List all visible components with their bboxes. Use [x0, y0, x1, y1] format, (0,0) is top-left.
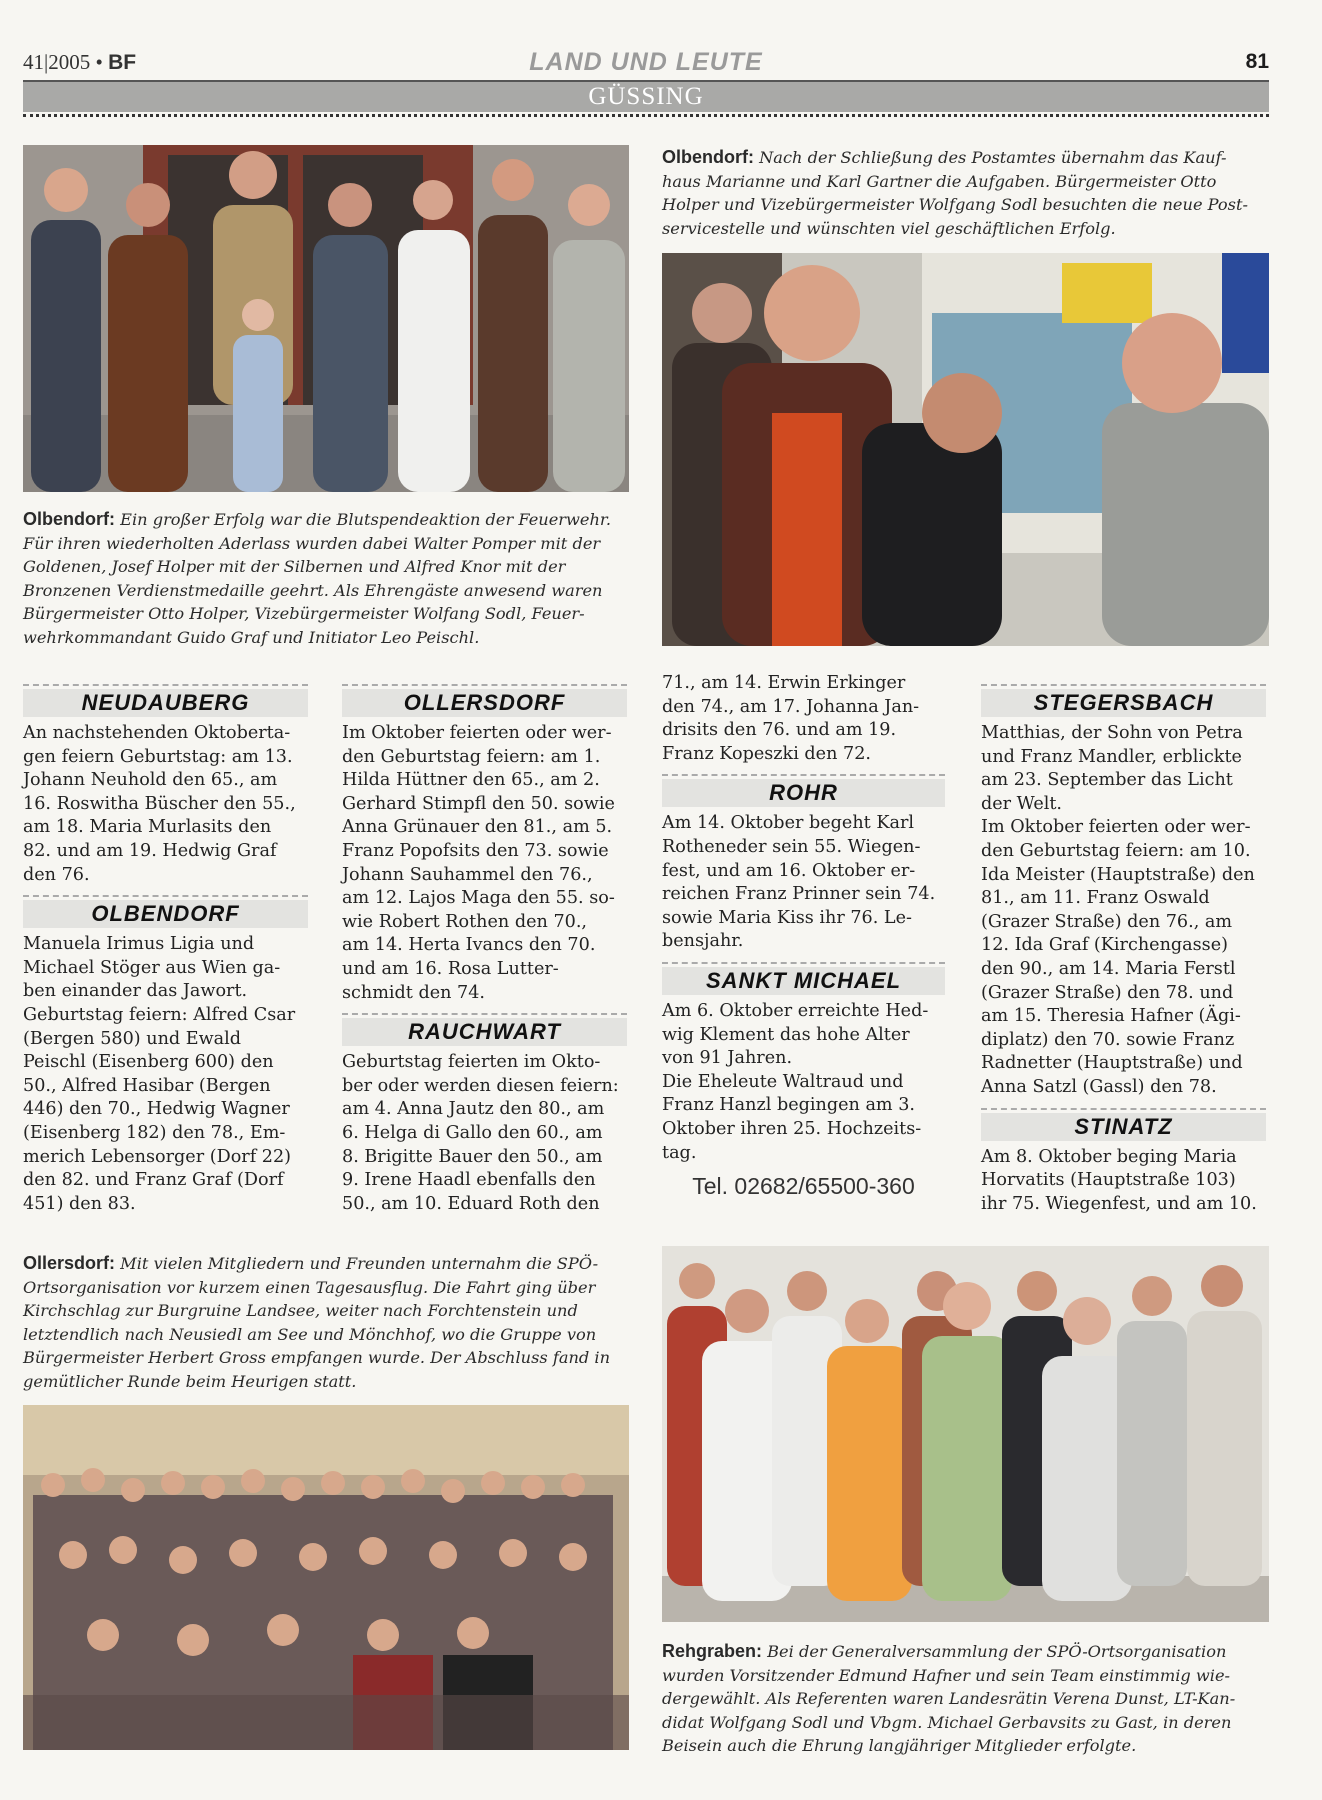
text-line: und Franz Mandler, erblickte	[981, 746, 1242, 767]
text-line: Geburtstag feierten im Okto-	[342, 1052, 601, 1073]
text-line: reichen Franz Prinner sein 74.	[662, 884, 936, 905]
text-line: Matthias, der Sohn von Petra	[981, 723, 1243, 743]
section-heading	[23, 895, 308, 928]
text-line: Ida Meister (Hauptstraße) den	[981, 864, 1255, 885]
caption-rehgraben	[662, 1640, 1235, 1758]
photo-blood-donation-award	[23, 145, 629, 492]
text-line: und am 16. Rosa Lutter-	[342, 958, 559, 979]
text-line: 81., am 11. Franz Oswald	[981, 888, 1210, 909]
article-paragraph	[981, 722, 1266, 1100]
column-2	[342, 684, 627, 1216]
text-line: Am 8. Oktober beging Maria	[981, 1146, 1237, 1167]
text-line: 82. und am 19. Hedwig Graf	[23, 840, 277, 861]
text-line: Hilda Hüttner den 65., am 2.	[342, 770, 600, 791]
text-line: Franz Hanzl begingen am 3.	[662, 1095, 915, 1116]
text-line: 50., Alfred Hasibar (Bergen	[23, 1075, 271, 1096]
caption-line: letztendlich nach Neusiedl am See und Mönchhof, wo die Gruppe von	[23, 1324, 597, 1344]
text-line: am 12. Lajos Maga den 55. so-	[342, 888, 615, 909]
caption-place: Ollersdorf:	[23, 1253, 116, 1273]
photo-rehgraben-group	[662, 1246, 1269, 1622]
article-paragraph	[23, 933, 308, 1216]
article-paragraph	[342, 1051, 627, 1216]
text-line: Im Oktober feierten oder wer-	[981, 817, 1251, 838]
text-line: am 18. Maria Murlasits den	[23, 817, 272, 838]
caption-place: Olbendorf:	[23, 509, 115, 529]
text-line: Oktober ihren 25. Hochzeits-	[662, 1118, 922, 1139]
section-heading-text: NEUDAUBERG	[23, 689, 308, 717]
text-line: ihr 75. Wiegenfest, und am 10.	[981, 1193, 1257, 1214]
caption-line: wehrkommandant Guido Graf und Initiator Leo Peischl.	[23, 627, 480, 647]
text-line: Manuela Irimus Ligia und	[23, 934, 255, 955]
text-line: (Eisenberg 182) den 78., Em-	[23, 1122, 286, 1143]
page-number: 81	[1245, 50, 1269, 73]
column-1	[23, 684, 308, 1216]
section-heading	[981, 684, 1266, 717]
text-line: Franz Popofsits den 73. sowie	[342, 840, 609, 861]
text-line: den 90., am 14. Maria Ferstl	[981, 958, 1236, 979]
caption-line: Ortsorganisation vor kurzem einen Tagesausflug. Die Fahrt ging über	[23, 1277, 596, 1297]
text-line: Am 6. Oktober erreichte Hed-	[662, 1000, 929, 1021]
text-line: tag.	[662, 1142, 697, 1163]
text-line: Anna Satzl (Gassl) den 78.	[981, 1076, 1217, 1097]
text-line: merich Lebensorger (Dorf 22)	[23, 1146, 292, 1167]
caption-line: didat Wolfgang Sodl und Vbgm. Michael Gerbavsits zu Gast, in deren	[662, 1712, 1232, 1732]
text-line: Geburtstag feiern: Alfred Csar	[23, 1004, 296, 1025]
caption-line: Bei der Generalversammlung der SPÖ-Ortsorganisation	[762, 1642, 1227, 1661]
text-line: Radnetter (Hauptstraße) und	[981, 1053, 1243, 1074]
text-line: 9. Irene Haadl ebenfalls den	[342, 1170, 596, 1191]
section-heading-text: OLLERSDORF	[342, 689, 627, 717]
section-heading-text: STEGERSBACH	[981, 689, 1266, 717]
article-paragraph	[662, 1000, 945, 1165]
text-line: (Grazer Straße) den 76., am	[981, 911, 1233, 932]
text-line: 12. Ida Graf (Kirchengasse)	[981, 935, 1228, 956]
text-line: am 14. Herta Ivancs den 70.	[342, 935, 596, 956]
caption-line: Für ihren wiederholten Aderlass wurden dabei Walter Pomper mit der	[23, 533, 601, 553]
text-line: 446) den 70., Hedwig Wagner	[23, 1099, 290, 1120]
text-line: Die Eheleute Waltraud und	[662, 1071, 904, 1092]
photo-ollersdorf-group	[23, 1405, 629, 1750]
column-4	[981, 684, 1266, 1216]
text-line: gen feiern Geburtstag: am 13.	[23, 746, 293, 767]
page-header	[23, 46, 1269, 76]
section-heading-text: ROHR	[662, 779, 945, 807]
text-line: 50., am 10. Eduard Roth den	[342, 1193, 600, 1214]
text-line: Am 14. Oktober begeht Karl	[662, 813, 914, 834]
text-line: wie Robert Rothen den 70.,	[342, 911, 588, 932]
text-line: bensjahr.	[662, 931, 744, 952]
caption-line: Ein großer Erfolg war die Blutspendeaktion der Feuerwehr.	[115, 510, 612, 529]
text-line: ber oder werden diesen feiern:	[342, 1075, 619, 1096]
section-heading	[662, 962, 945, 995]
text-line: An nachstehenden Oktoberta-	[23, 723, 291, 743]
text-line: am 15. Theresia Hafner (Ägi-	[981, 1006, 1241, 1027]
text-line: Im Oktober feierten oder wer-	[342, 723, 612, 743]
section-heading	[981, 1108, 1266, 1141]
issue-info: 41|2005 • BF	[23, 50, 137, 74]
text-line: 71., am 14. Erwin Erkinger	[662, 673, 906, 693]
text-line: Franz Kopeszki den 72.	[662, 743, 871, 764]
text-line: 451) den 83.	[23, 1193, 136, 1214]
text-line: den 74., am 17. Johanna Jan-	[662, 696, 920, 717]
caption-ollersdorf-trip	[23, 1252, 610, 1393]
text-line: am 4. Anna Jautz den 80., am	[342, 1099, 605, 1120]
text-line: wig Klement das hohe Alter	[662, 1024, 910, 1045]
section-heading	[342, 1013, 627, 1046]
caption-line: Goldenen, Josef Holper mit der Silbernen und Alfred Knor mit der	[23, 557, 566, 576]
caption-line: Bürgermeister Herbert Gross empfangen wurde. Der Abschluss fand in	[23, 1348, 611, 1367]
section-heading	[23, 684, 308, 717]
text-line: der Welt.	[981, 793, 1063, 814]
article-paragraph	[662, 672, 945, 766]
caption-line: Holper und Vizebürgermeister Wolfgang Sodl besuchten die neue Post-	[662, 195, 1248, 214]
region-title: GÜSSING	[23, 80, 1269, 112]
publication-name: BF	[108, 51, 137, 74]
text-line: den 76.	[23, 864, 90, 885]
caption-place: Rehgraben:	[662, 1641, 763, 1661]
section-heading-text: STINATZ	[981, 1113, 1266, 1141]
text-line: Peischl (Eisenberg 600) den	[23, 1052, 274, 1073]
column-3	[662, 672, 945, 1199]
caption-line: Mit vielen Mitgliedern und Freunden unternahm die SPÖ-	[115, 1254, 599, 1273]
divider	[23, 114, 1269, 117]
text-line: am 23. September das Licht	[981, 770, 1233, 791]
text-line: (Grazer Straße) den 78. und	[981, 982, 1234, 1003]
text-line: 16. Roswitha Büscher den 55.,	[23, 793, 296, 814]
text-line: Johann Neuhold den 65., am	[23, 770, 278, 791]
text-line: 6. Helga di Gallo den 60., am	[342, 1122, 603, 1143]
text-line: schmidt den 74.	[342, 982, 486, 1003]
text-line: diplatz) den 70. sowie Franz	[981, 1029, 1235, 1050]
article-paragraph	[23, 722, 308, 887]
text-line: Rotheneder sein 55. Wiegen-	[662, 836, 921, 857]
issue-year: 2005	[48, 50, 91, 74]
caption-line: wurden Vorsitzender Edmund Hafner und sein Team einstimmig wie-	[662, 1665, 1230, 1685]
caption-line: Bürgermeister Otto Holper, Vizebürgermeister Wolfang Sodl, Feuer-	[23, 604, 585, 623]
text-line: Michael Stöger aus Wien ga-	[23, 957, 281, 978]
text-line: von 91 Jahren.	[662, 1048, 793, 1069]
section-title: LAND UND LEUTE	[529, 48, 763, 76]
photo-post-service	[662, 253, 1269, 646]
article-paragraph	[981, 1146, 1266, 1217]
section-heading-text: OLBENDORF	[23, 900, 308, 928]
caption-line: Beisein auch die Ehrung langjähriger Mitglieder erfolgte.	[662, 1736, 1137, 1755]
text-line: ben einander das Jawort.	[23, 981, 248, 1002]
issue-number: 41	[23, 50, 44, 74]
text-line: den Geburtstag feiern: am 10.	[981, 840, 1251, 861]
section-heading	[662, 774, 945, 807]
phone-number: Tel. 02682/65500-360	[692, 1173, 915, 1200]
text-line: fest, und am 16. Oktober er-	[662, 860, 916, 881]
text-line: Horvatits (Hauptstraße 103)	[981, 1170, 1236, 1191]
text-line: drisits den 76. und am 19.	[662, 720, 897, 741]
text-line: Gerhard Stimpfl den 50. sowie	[342, 793, 615, 814]
text-line: den 82. und Franz Graf (Dorf	[23, 1170, 284, 1191]
section-heading	[342, 684, 627, 717]
caption-line: Kirchschlag zur Burgruine Landsee, weiter nach Forchtenstein und	[23, 1301, 578, 1320]
text-line: 8. Brigitte Bauer den 50., am	[342, 1146, 603, 1167]
text-line: Johann Sauhammel den 76.,	[342, 864, 593, 885]
text-line: sowie Maria Kiss ihr 76. Le-	[662, 907, 912, 928]
caption-post-service	[662, 146, 1248, 240]
caption-blood-donation	[23, 508, 611, 649]
caption-line: Nach der Schließung des Postamtes übernahm das Kauf-	[754, 148, 1227, 167]
text-line: (Bergen 580) und Ewald	[23, 1028, 242, 1049]
caption-line: servicestelle und wünschten viel geschäftlichen Erfolg.	[662, 218, 1116, 238]
article-paragraph	[342, 722, 627, 1005]
text-line: den Geburtstag feiern: am 1.	[342, 746, 601, 767]
section-heading-text: SANKT MICHAEL	[662, 967, 945, 995]
caption-line: haus Marianne und Karl Gartner die Aufgaben. Bürgermeister Otto	[662, 171, 1217, 191]
caption-line: gemütlicher Runde beim Heurigen statt.	[23, 1371, 357, 1391]
caption-place: Olbendorf:	[662, 147, 754, 167]
article-paragraph	[662, 812, 945, 954]
caption-line: dergewählt. Als Referenten waren Landesrätin Verena Dunst, LT-Kan-	[662, 1689, 1236, 1708]
caption-line: Bronzenen Verdienstmedaille geehrt. Als Ehrengäste anwesend waren	[23, 580, 603, 600]
section-heading-text: RAUCHWART	[342, 1018, 627, 1046]
text-line: Anna Grünauer den 81., am 5.	[342, 817, 613, 838]
